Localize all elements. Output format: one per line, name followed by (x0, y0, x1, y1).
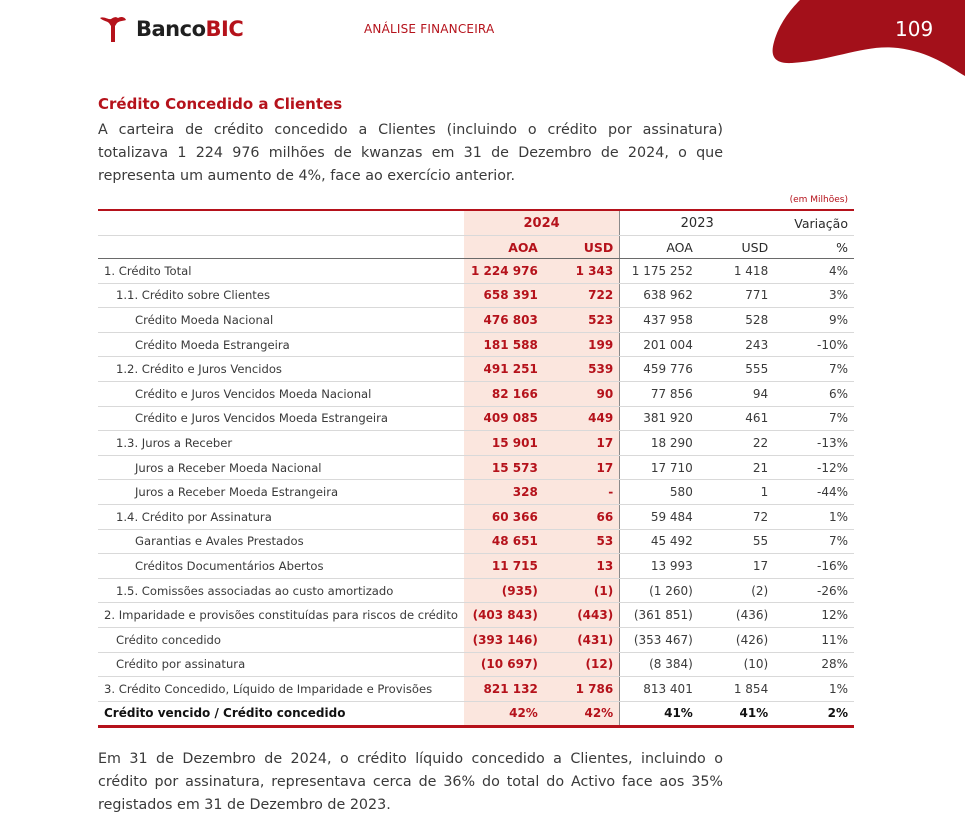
cell-usd-2024: (431) (544, 627, 620, 652)
cell-variation: 1% (774, 677, 854, 702)
table-row (98, 332, 854, 357)
table-header-row-years (98, 210, 854, 236)
cell-aoa-2024: 181 588 (464, 332, 544, 357)
cell-aoa-2024: 82 166 (464, 381, 544, 406)
cell-usd-2023: 243 (699, 332, 774, 357)
table-row (98, 381, 854, 406)
header-usd-2024: USD (544, 236, 620, 259)
table-header-row-currencies (98, 236, 854, 259)
cell-usd-2023: (2) (699, 578, 774, 603)
cell-usd-2024: 199 (544, 332, 620, 357)
cell-aoa-2024: 48 651 (464, 529, 544, 554)
table-row (98, 529, 854, 554)
cell-usd-2023: 94 (699, 381, 774, 406)
cell-aoa-2023: 459 776 (620, 357, 699, 382)
row-label: 1. Crédito Total (98, 259, 464, 284)
cell-aoa-2023: (1 260) (620, 578, 699, 603)
cell-usd-2023: 72 (699, 504, 774, 529)
cell-usd-2023: 22 (699, 431, 774, 456)
brand-name (136, 17, 243, 41)
cell-aoa-2023: 638 962 (620, 283, 699, 308)
cell-variation: 7% (774, 406, 854, 431)
cell-usd-2024: 66 (544, 504, 620, 529)
cell-aoa-2024: 42% (464, 701, 544, 727)
cell-usd-2024: 53 (544, 529, 620, 554)
cell-variation: 3% (774, 283, 854, 308)
table-row (98, 554, 854, 579)
header-2023: 2023 (620, 210, 774, 236)
baobab-tree-icon (98, 14, 128, 44)
cell-usd-2023: 461 (699, 406, 774, 431)
cell-variation: 4% (774, 259, 854, 284)
cell-usd-2023: 1 418 (699, 259, 774, 284)
row-label: Crédito vencido / Crédito concedido (98, 701, 464, 727)
table-row (98, 504, 854, 529)
bank-logo (98, 14, 243, 44)
cell-variation: 7% (774, 357, 854, 382)
cell-variation: -10% (774, 332, 854, 357)
row-label: Créditos Documentários Abertos (98, 554, 464, 579)
cell-usd-2024: 1 343 (544, 259, 620, 284)
table-row (98, 578, 854, 603)
row-label: Crédito por assinatura (98, 652, 464, 677)
page-corner-decoration (770, 0, 965, 80)
header-usd-2023: USD (699, 236, 774, 259)
row-label: 1.5. Comissões associadas ao custo amortizado (98, 578, 464, 603)
cell-usd-2023: 17 (699, 554, 774, 579)
cell-variation: 1% (774, 504, 854, 529)
cell-usd-2024: 17 (544, 431, 620, 456)
row-label: 1.4. Crédito por Assinatura (98, 504, 464, 529)
section-title: ANÁLISE FINANCEIRA (364, 22, 495, 36)
cell-aoa-2023: 77 856 (620, 381, 699, 406)
section-heading: Crédito Concedido a Clientes (98, 95, 343, 113)
table-row (98, 652, 854, 677)
cell-aoa-2023: (353 467) (620, 627, 699, 652)
cell-variation: 2% (774, 701, 854, 727)
brand-name-part1: Banco (136, 17, 206, 41)
cell-usd-2024: 90 (544, 381, 620, 406)
row-label: Juros a Receber Moeda Nacional (98, 455, 464, 480)
credit-table (98, 209, 854, 728)
table-row (98, 406, 854, 431)
cell-usd-2024: 1 786 (544, 677, 620, 702)
table-row (98, 431, 854, 456)
cell-variation: 6% (774, 381, 854, 406)
cell-variation: 9% (774, 308, 854, 333)
brand-name-part2: BIC (205, 17, 244, 41)
cell-variation: -16% (774, 554, 854, 579)
cell-aoa-2023: 59 484 (620, 504, 699, 529)
table-row (98, 357, 854, 382)
row-label: 1.2. Crédito e Juros Vencidos (98, 357, 464, 382)
cell-variation: 11% (774, 627, 854, 652)
row-label: 1.3. Juros a Receber (98, 431, 464, 456)
cell-usd-2024: 722 (544, 283, 620, 308)
row-label: Crédito Moeda Nacional (98, 308, 464, 333)
cell-usd-2024: 449 (544, 406, 620, 431)
row-label: Crédito concedido (98, 627, 464, 652)
cell-usd-2023: 41% (699, 701, 774, 727)
cell-aoa-2024: (393 146) (464, 627, 544, 652)
table-row (98, 283, 854, 308)
cell-aoa-2024: 658 391 (464, 283, 544, 308)
cell-usd-2024: 523 (544, 308, 620, 333)
table-row (98, 308, 854, 333)
header-variation: Variação (774, 210, 854, 236)
table-row (98, 677, 854, 702)
cell-usd-2023: 555 (699, 357, 774, 382)
table-row (98, 480, 854, 505)
cell-usd-2023: (10) (699, 652, 774, 677)
cell-usd-2024: (443) (544, 603, 620, 628)
cell-aoa-2024: (10 697) (464, 652, 544, 677)
cell-aoa-2023: 45 492 (620, 529, 699, 554)
unit-note: (em Milhões) (789, 195, 848, 205)
table-row (98, 627, 854, 652)
cell-aoa-2023: 41% (620, 701, 699, 727)
cell-variation: -13% (774, 431, 854, 456)
table-row (98, 259, 854, 284)
cell-variation: 12% (774, 603, 854, 628)
row-label: Crédito e Juros Vencidos Moeda Nacional (98, 381, 464, 406)
cell-aoa-2023: 381 920 (620, 406, 699, 431)
cell-usd-2023: 771 (699, 283, 774, 308)
cell-usd-2024: - (544, 480, 620, 505)
cell-variation: 7% (774, 529, 854, 554)
row-label: 3. Crédito Concedido, Líquido de Imparidade e Provisões (98, 677, 464, 702)
cell-usd-2023: (436) (699, 603, 774, 628)
cell-aoa-2023: 17 710 (620, 455, 699, 480)
cell-aoa-2023: 13 993 (620, 554, 699, 579)
row-label: 1.1. Crédito sobre Clientes (98, 283, 464, 308)
cell-usd-2023: 1 854 (699, 677, 774, 702)
cell-usd-2024: 17 (544, 455, 620, 480)
row-label: Crédito Moeda Estrangeira (98, 332, 464, 357)
cell-variation: 28% (774, 652, 854, 677)
cell-aoa-2024: (403 843) (464, 603, 544, 628)
cell-aoa-2024: 476 803 (464, 308, 544, 333)
page-number: 109 (895, 17, 934, 41)
cell-aoa-2024: 328 (464, 480, 544, 505)
cell-usd-2023: (426) (699, 627, 774, 652)
cell-usd-2024: (1) (544, 578, 620, 603)
cell-usd-2023: 21 (699, 455, 774, 480)
table-total-row (98, 701, 854, 727)
cell-aoa-2024: 11 715 (464, 554, 544, 579)
cell-aoa-2024: 15 901 (464, 431, 544, 456)
row-label: Juros a Receber Moeda Estrangeira (98, 480, 464, 505)
table-row (98, 603, 854, 628)
cell-aoa-2023: 580 (620, 480, 699, 505)
intro-paragraph: A carteira de crédito concedido a Clientes (incluindo o crédito por assinatura) totalizava 1 224 976 milhões de kwanzas em 31 de Dezembro de 2024, o que representa um aumento de 4%, face ao exercício anterior. (98, 122, 723, 184)
cell-aoa-2024: 60 366 (464, 504, 544, 529)
cell-variation: -44% (774, 480, 854, 505)
row-label: Garantias e Avales Prestados (98, 529, 464, 554)
cell-aoa-2024: (935) (464, 578, 544, 603)
cell-aoa-2024: 15 573 (464, 455, 544, 480)
header-aoa-2023: AOA (620, 236, 699, 259)
cell-aoa-2023: 1 175 252 (620, 259, 699, 284)
cell-aoa-2024: 409 085 (464, 406, 544, 431)
header-percent: % (774, 236, 854, 259)
cell-usd-2023: 528 (699, 308, 774, 333)
cell-usd-2023: 55 (699, 529, 774, 554)
header-aoa-2024: AOA (464, 236, 544, 259)
cell-aoa-2024: 491 251 (464, 357, 544, 382)
closing-paragraph: Em 31 de Dezembro de 2024, o crédito líquido concedido a Clientes, incluindo o crédito por assinatura, representava cerca de 36% do total do Activo face aos 35% registados em 31 de Dezembro de 2023. (98, 751, 723, 813)
cell-usd-2024: (12) (544, 652, 620, 677)
cell-usd-2024: 539 (544, 357, 620, 382)
row-label: 2. Imparidade e provisões constituídas para riscos de crédito (98, 603, 464, 628)
cell-aoa-2023: (361 851) (620, 603, 699, 628)
row-label: Crédito e Juros Vencidos Moeda Estrangeira (98, 406, 464, 431)
table-row (98, 455, 854, 480)
cell-usd-2024: 42% (544, 701, 620, 727)
cell-aoa-2023: 201 004 (620, 332, 699, 357)
cell-usd-2024: 13 (544, 554, 620, 579)
cell-variation: -26% (774, 578, 854, 603)
cell-aoa-2023: (8 384) (620, 652, 699, 677)
header-2024: 2024 (464, 210, 620, 236)
cell-aoa-2023: 18 290 (620, 431, 699, 456)
cell-aoa-2024: 1 224 976 (464, 259, 544, 284)
cell-variation: -12% (774, 455, 854, 480)
cell-aoa-2024: 821 132 (464, 677, 544, 702)
cell-aoa-2023: 813 401 (620, 677, 699, 702)
cell-usd-2023: 1 (699, 480, 774, 505)
cell-aoa-2023: 437 958 (620, 308, 699, 333)
